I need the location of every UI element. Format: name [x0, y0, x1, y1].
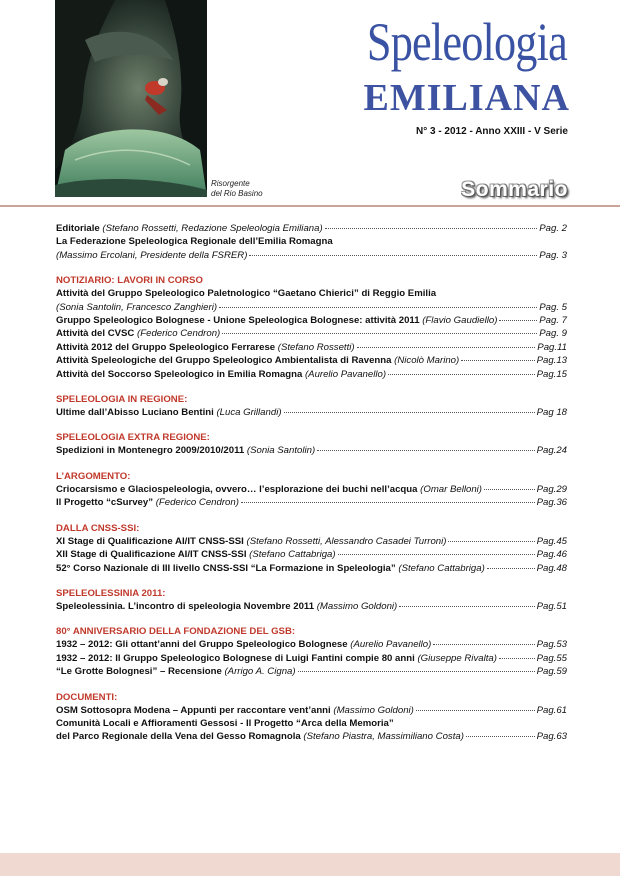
photo-caption	[211, 179, 263, 199]
toc-section-cnss	[56, 522, 567, 575]
photo-caption-line2: del Rio Basino	[211, 189, 263, 198]
toc-section-documenti	[56, 691, 567, 744]
leader-dots	[241, 502, 535, 503]
entry-author: (Massimo Goldoni)	[316, 600, 398, 612]
entry-page: Pag. 5	[539, 301, 567, 313]
leader-dots	[461, 360, 534, 361]
entry-author: (Stefano Piastra, Massimiliano Costa)	[303, 731, 464, 743]
leader-dots	[298, 671, 535, 672]
toc-section-regione	[56, 393, 567, 419]
entry-title: Il Progetto “cSurvey”	[56, 497, 154, 509]
entry-author: (Federico Cendron)	[137, 328, 221, 340]
toc-entry	[56, 548, 567, 561]
toc-entry	[56, 222, 567, 235]
leader-dots	[325, 228, 538, 229]
entry-title: Gruppo Speleologico Bolognese - Unione Speleologica Bolognese: attività 2011	[56, 315, 420, 327]
leader-dots	[338, 554, 535, 555]
entry-author: (Federico Cendron)	[155, 497, 239, 509]
toc-section-notiziario	[56, 274, 567, 381]
entry-title: Editoriale	[56, 223, 100, 234]
entry-author: (Stefano Cattabriga)	[398, 562, 485, 574]
entry-title: Attività del Gruppo Speleologico Paletnologico “Gaetano Chierici” di Reggio Emilia	[56, 288, 437, 300]
toc-section-speleolessinia	[56, 587, 567, 613]
entry-title: Spedizioni in Montenegro 2009/2010/2011	[56, 445, 245, 457]
toc-entry	[56, 444, 567, 457]
table-of-contents	[56, 222, 567, 744]
entry-page: Pag.13	[536, 355, 567, 367]
entry-page: Pag.55	[536, 652, 567, 664]
leader-dots	[487, 568, 535, 569]
leader-dots	[499, 658, 535, 659]
leader-dots	[219, 307, 537, 308]
entry-title: Attività 2012 del Gruppo Speleologico Ferrarese	[56, 341, 276, 353]
toc-entry	[56, 535, 567, 548]
entry-page: Pag.51	[536, 600, 567, 612]
entry-page: Pag.61	[536, 704, 567, 716]
section-title: DALLA CNSS-SSI:	[56, 522, 140, 534]
leader-dots	[484, 489, 535, 490]
entry-author: (Nicolò Marino)	[394, 355, 460, 367]
entry-page: Pag.36	[536, 497, 567, 509]
toc-section-anniversario	[56, 625, 567, 678]
magazine-title-emiliana: EMILIANA	[363, 77, 570, 119]
toc-entry	[56, 652, 567, 665]
toc-entry	[56, 314, 567, 327]
toc-entry	[56, 368, 567, 381]
toc-entry	[56, 249, 567, 262]
entry-author: (Aurelio Pavanello)	[304, 368, 387, 380]
toc-entry	[56, 406, 567, 419]
entry-page: Pag.29	[536, 483, 567, 495]
cover-photo	[55, 0, 207, 197]
leader-dots	[249, 255, 537, 256]
entry-title: La Federazione Speleologica Regionale dell’Emilia Romagna	[56, 236, 333, 248]
section-title: NOTIZIARIO: LAVORI IN CORSO	[56, 275, 203, 287]
photo-caption-line1: Risorgente	[211, 179, 250, 188]
toc-entry	[56, 354, 567, 367]
toc-entry	[56, 562, 567, 575]
entry-author: (Massimo Goldoni)	[333, 704, 414, 716]
entry-page: Pag.48	[536, 562, 567, 574]
toc-entry	[56, 665, 567, 678]
magazine-title-speleologia: Speleologia	[366, 12, 567, 72]
entry-title: Ultime dall’Abisso Luciano Bentini	[56, 407, 214, 419]
entry-page: Pag.59	[536, 666, 567, 678]
entry-page: Pag 18	[536, 407, 567, 419]
entry-page: Pag.15	[536, 368, 567, 380]
entry-title: “Le Grotte Bolognesi” – Recensione	[56, 666, 222, 678]
entry-page: Pag.45	[536, 535, 567, 547]
toc-section-argomento	[56, 470, 567, 510]
entry-page: Pag. 2	[539, 223, 567, 234]
leader-dots	[499, 320, 537, 321]
toc-section-intro	[56, 222, 567, 262]
header	[0, 0, 620, 205]
entry-page: Pag.11	[537, 341, 567, 353]
entry-author: (Luca Grillandi)	[216, 407, 282, 419]
entry-page: Pag.46	[536, 549, 567, 561]
leader-dots	[317, 450, 534, 451]
entry-title: Criocarsismo e Glaciospeleologia, ovvero… l’esplorazione dei buchi nell’acqua	[56, 483, 418, 495]
toc-entry-title-line	[56, 235, 567, 248]
entry-title: XI Stage di Qualificazione AI/IT CNSS-SSI	[56, 535, 244, 547]
toc-entry	[56, 730, 567, 743]
leader-dots	[448, 541, 534, 542]
toc-section-extra-regione	[56, 431, 567, 457]
entry-author: (Stefano Rossetti)	[277, 341, 355, 353]
entry-page: Pag.24	[536, 445, 567, 457]
entry-title: Attività Speleologiche del Gruppo Speleologico Ambientalista di Ravenna	[56, 355, 392, 367]
section-title: DOCUMENTI:	[56, 691, 118, 703]
toc-entry	[56, 301, 567, 314]
section-title: 80° ANNIVERSARIO DELLA FONDAZIONE DEL GSB:	[56, 626, 296, 638]
entry-page: Pag. 7	[539, 315, 567, 327]
entry-title: 52° Corso Nazionale di III livello CNSS-SSI “La Formazione in Speleologia”	[56, 562, 396, 574]
leader-dots	[284, 412, 535, 413]
entry-title: Attività del Soccorso Speleologico in Emilia Romagna	[56, 368, 303, 380]
leader-dots	[416, 710, 535, 711]
section-title: L’ARGOMENTO:	[56, 470, 131, 482]
entry-title: del Parco Regionale della Vena del Gesso Romagnola	[56, 731, 301, 743]
entry-author: (Flavio Gaudiello)	[422, 315, 498, 327]
entry-page: Pag. 3	[539, 249, 567, 261]
entry-title: Speleolessinia. L’incontro di speleologia Novembre 2011	[56, 600, 315, 612]
entry-author: (Aurelio Pavanello)	[350, 639, 432, 651]
leader-dots	[357, 347, 536, 348]
entry-title: Attività del CVSC	[56, 328, 135, 340]
toc-entry	[56, 483, 567, 496]
entry-title: XII Stage di Qualificazione AI/IT CNSS-SSI	[56, 549, 247, 561]
entry-author: (Sonia Santolin)	[246, 445, 316, 457]
entry-page: Pag.53	[536, 639, 567, 651]
entry-author: (Omar Belloni)	[420, 483, 482, 495]
entry-author: (Massimo Ercolani, Presidente della FSRER)	[56, 249, 248, 261]
entry-author: (Stefano Rossetti, Redazione Speleologia Emiliana)	[102, 223, 323, 234]
leader-dots	[222, 333, 537, 334]
toc-entry	[56, 704, 567, 717]
entry-author: (Arrigo A. Cigna)	[224, 666, 296, 678]
footer-band	[0, 853, 620, 876]
entry-author: (Sonia Santolin, Francesco Zanghieri)	[56, 301, 218, 313]
entry-title: OSM Sottosopra Modena – Appunti per raccontare vent’anni	[56, 704, 331, 716]
section-title: SPELEOLESSINIA 2011:	[56, 587, 166, 599]
toc-entry-title-line	[56, 287, 567, 300]
leader-dots	[466, 736, 535, 737]
cave-photo-illustration	[55, 0, 207, 197]
sommario-heading: Sommario	[461, 178, 568, 201]
entry-author: (Stefano Cattabriga)	[249, 549, 336, 561]
leader-dots	[388, 374, 535, 375]
section-title: SPELEOLOGIA IN REGIONE:	[56, 394, 188, 406]
entry-title: 1932 – 2012: Il Gruppo Speleologico Bolognese di Luigi Fantini compie 80 anni	[56, 652, 415, 664]
toc-entry	[56, 341, 567, 354]
issue-info: N° 3 - 2012 - Anno XXIII - V Serie	[415, 126, 568, 137]
entry-author: (Giuseppe Rivalta)	[417, 652, 497, 664]
leader-dots	[399, 606, 534, 607]
entry-title: 1932 – 2012: Gli ottant’anni del Gruppo Speleologico Bolognese	[56, 639, 348, 651]
leader-dots	[433, 644, 534, 645]
toc-entry	[56, 327, 567, 340]
header-divider	[0, 205, 620, 207]
entry-author: (Stefano Rossetti, Alessandro Casadei Turroni)	[246, 535, 447, 547]
entry-page: Pag. 9	[539, 328, 567, 340]
entry-title: Comunità Locali e Affioramenti Gessosi - Il Progetto “Arca della Memoria”	[56, 717, 394, 729]
toc-entry	[56, 496, 567, 509]
entry-page: Pag.63	[536, 731, 567, 743]
toc-entry	[56, 638, 567, 651]
toc-entry	[56, 600, 567, 613]
section-title: SPELEOLOGIA EXTRA REGIONE:	[56, 432, 210, 444]
toc-entry-title-line	[56, 717, 567, 730]
